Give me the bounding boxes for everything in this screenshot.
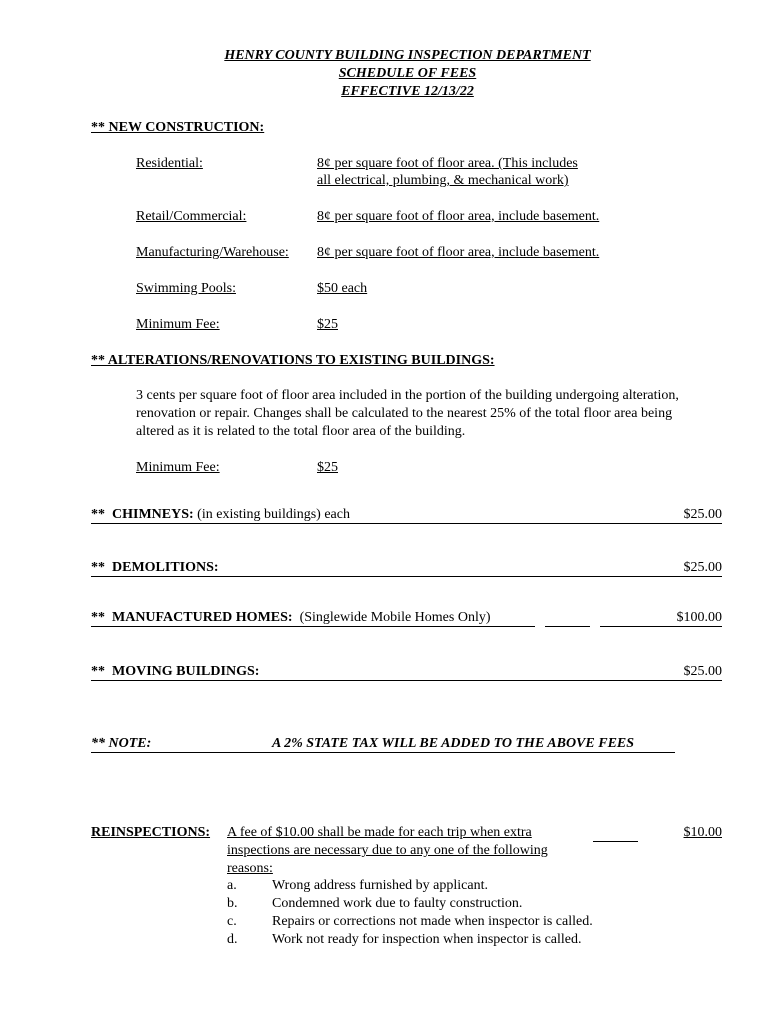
moving-row: [91, 663, 259, 681]
alterations-min-label: Minimum Fee:: [136, 460, 220, 475]
fee-label-minimum: Minimum Fee:: [136, 317, 220, 332]
reason-letter: d.: [227, 932, 238, 947]
note-text: A 2% STATE TAX WILL BE ADDED TO THE ABOVE FEES: [272, 736, 635, 751]
fee-value-retail: 8¢ per square foot of floor area, include basement.: [317, 209, 600, 224]
reinspections-label: REINSPECTIONS:: [91, 825, 211, 840]
manufactured-note: (Singlewide Mobile Homes Only): [299, 610, 491, 625]
chimneys-amount: $25.00: [683, 507, 722, 522]
fee-value-minimum: $25: [317, 317, 338, 332]
demolitions-amount: $25.00: [683, 560, 722, 575]
demolitions-row: [91, 559, 219, 577]
alterations-heading: ** ALTERATIONS/RENOVATIONS TO EXISTING BUILDINGS:: [91, 353, 495, 368]
doc-title: HENRY COUNTY BUILDING INSPECTION DEPARTMENT: [224, 48, 591, 63]
chimneys-row: [91, 506, 350, 524]
moving-label: MOVING BUILDINGS:: [112, 664, 260, 679]
manufactured-stars: **: [91, 610, 105, 625]
chimneys-label: CHIMNEYS:: [112, 507, 194, 522]
fee-label-manufacturing: Manufacturing/Warehouse:: [136, 245, 289, 260]
reinspections-text-line: A fee of $10.00 shall be made for each trip when extra: [227, 825, 532, 840]
reason-text: Wrong address furnished by applicant.: [272, 878, 488, 893]
fee-label-pools: Swimming Pools:: [136, 281, 236, 296]
doc-subtitle: SCHEDULE OF FEES: [338, 66, 477, 81]
alterations-text-line: altered as it is related to the total floor area of the building.: [136, 424, 466, 439]
reason-text: Work not ready for inspection when inspector is called.: [272, 932, 582, 947]
fee-value-pools: $50 each: [317, 281, 368, 296]
reason-text: Repairs or corrections not made when inspector is called.: [272, 914, 593, 929]
reinspections-text-line: inspections are necessary due to any one of the following: [227, 843, 548, 858]
fee-value-manufacturing: 8¢ per square foot of floor area, include basement.: [317, 245, 600, 260]
demolitions-label: DEMOLITIONS:: [112, 560, 219, 575]
alterations-text-line: renovation or repair. Changes shall be calculated to the nearest 25% of the total floor area being: [136, 406, 673, 421]
doc-effective-date: EFFECTIVE 12/13/22: [341, 84, 474, 99]
fee-label-residential: Residential:: [136, 156, 203, 171]
demolitions-stars: **: [91, 560, 105, 575]
manufactured-label: MANUFACTURED HOMES:: [112, 610, 293, 625]
reason-letter: a.: [227, 878, 237, 893]
reinspections-amount: $10.00: [683, 825, 722, 840]
chimneys-stars: **: [91, 507, 105, 522]
manufactured-amount: $100.00: [676, 610, 722, 625]
reason-letter: b.: [227, 896, 238, 911]
fee-label-retail: Retail/Commercial:: [136, 209, 247, 224]
alterations-min-value: $25: [317, 460, 338, 475]
moving-stars: **: [91, 664, 105, 679]
reason-letter: c.: [227, 914, 237, 929]
new-construction-heading: ** NEW CONSTRUCTION:: [91, 120, 265, 135]
reason-text: Condemned work due to faulty construction.: [272, 896, 523, 911]
moving-amount: $25.00: [683, 664, 722, 679]
fee-value-residential: 8¢ per square foot of floor area. (This includes: [317, 156, 578, 171]
fee-value-residential-cont: all electrical, plumbing, & mechanical work): [317, 173, 569, 188]
alterations-text-line: 3 cents per square foot of floor area included in the portion of the building undergoing alteration,: [136, 388, 679, 403]
reinspections-text-line: reasons:: [227, 861, 273, 876]
note-label: ** NOTE:: [91, 736, 152, 751]
manufactured-row: [91, 609, 491, 627]
manufactured-leader-line-2: [545, 626, 590, 627]
chimneys-note: (in existing buildings) each: [197, 507, 350, 522]
reinspections-blank-line: [593, 841, 638, 842]
